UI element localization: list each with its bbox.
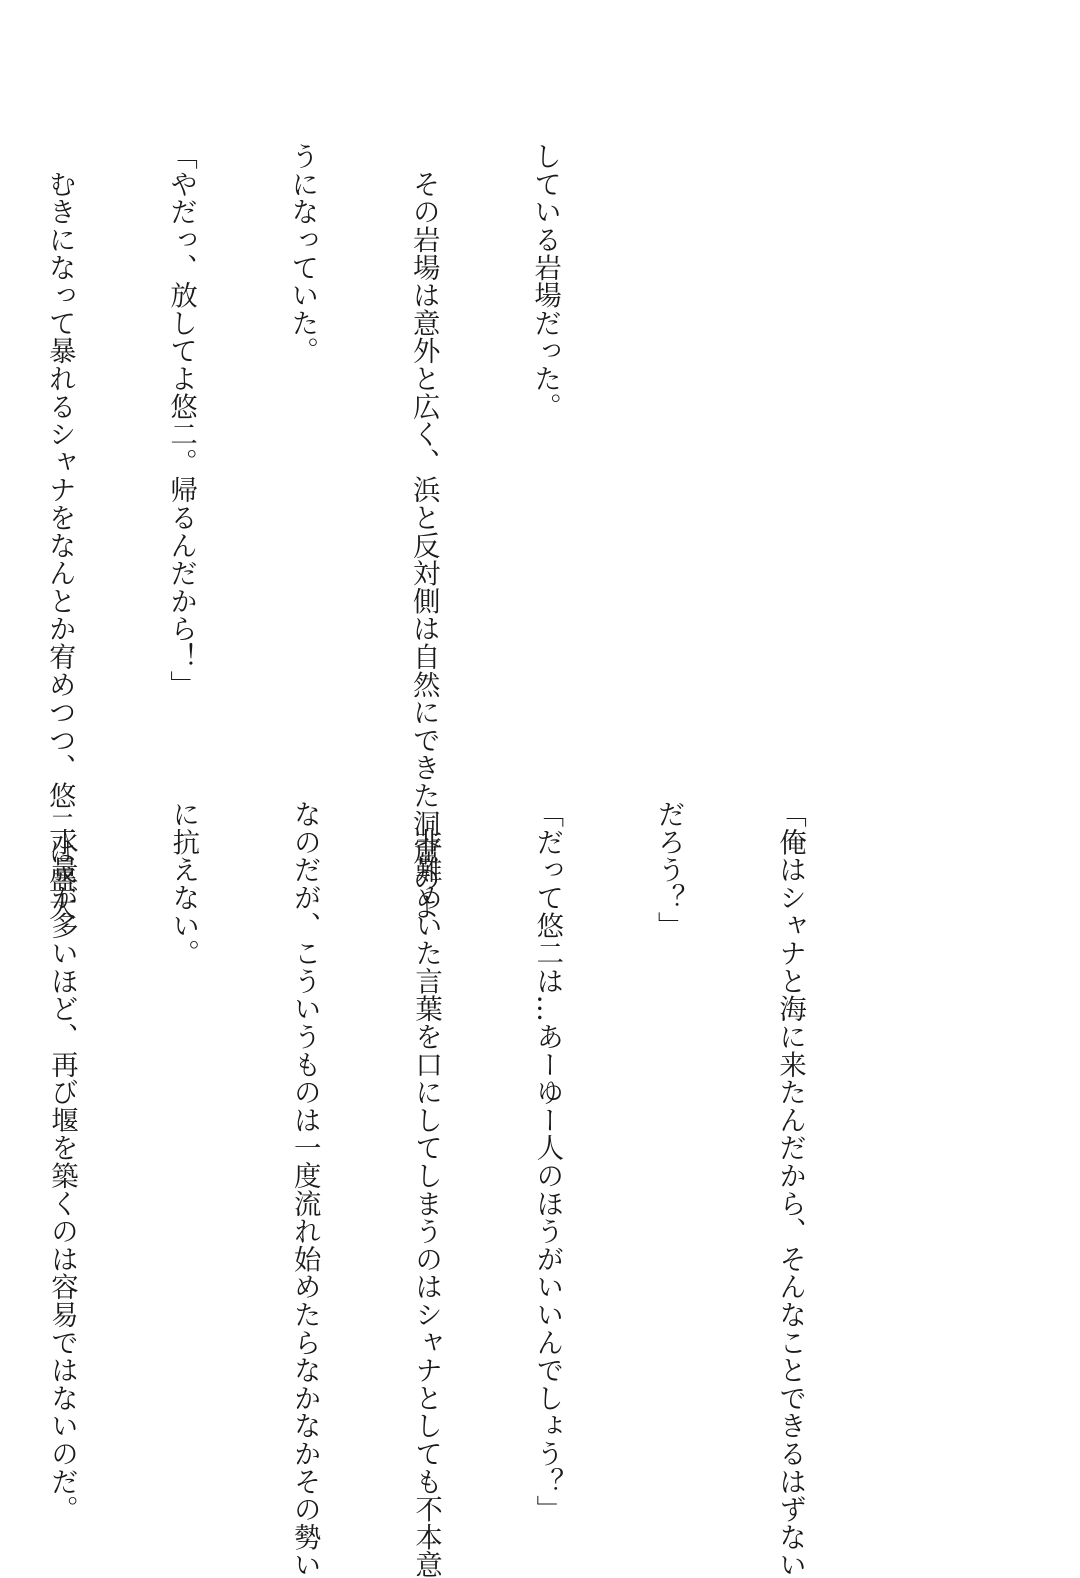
text-line: に抗えない。 [167, 800, 199, 967]
text-line: 「俺はシャナと海に来たんだから、そんなことできるはずない [774, 800, 806, 1578]
text-line: うになっていた。 [286, 142, 318, 365]
text-line: なのだが、こういうものは一度流れ始めたらなかなかその勢い [288, 800, 320, 1578]
lower-text-block [45, 800, 890, 1578]
text-line: だろう？」 [652, 800, 684, 939]
text-line: 「やだっ、放してよ悠二。帰るんだから！」 [165, 142, 197, 698]
text-line: 水量が多いほど、再び堰を築くのは容易ではないのだ。 [45, 800, 77, 1523]
text-line: その岩場は意外と広く、浜と反対側は自然にできた洞窟のよ [407, 142, 439, 921]
text-line: している岩場だった。 [529, 142, 561, 420]
text-line: 「だって悠二は…あーゆー人のほうがいいんでしょう？」 [531, 800, 563, 1523]
text-line: むきになって暴れるシャナをなんとか宥めつつ、悠二は盛大 [43, 142, 75, 921]
text-line: 非難めいた言葉を口にしてしまうのはシャナとしても不本意 [410, 800, 442, 1578]
